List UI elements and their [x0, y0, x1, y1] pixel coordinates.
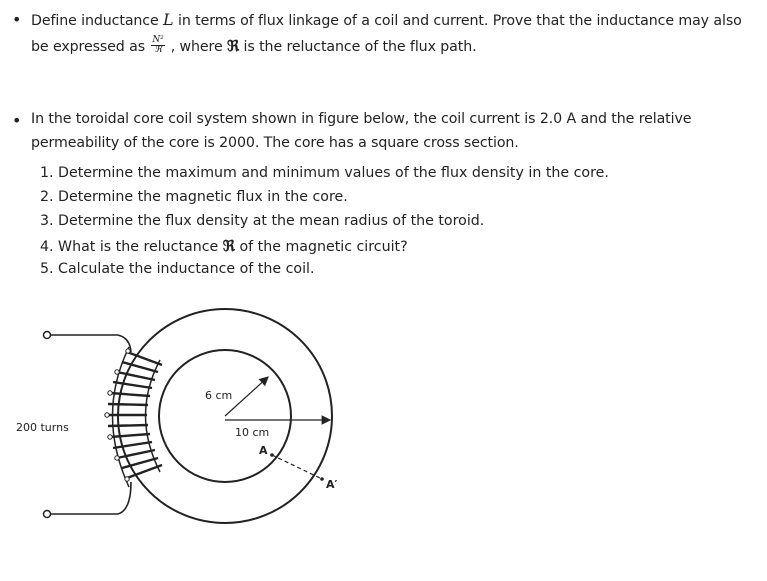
inner-radius-label: 6 cm [205, 389, 233, 402]
reluctance-symbol: ℜ [222, 237, 235, 255]
reluctance-symbol: ℜ [227, 37, 240, 55]
list-item: 5. Calculate the inductance of the coil. [40, 261, 315, 277]
q1-line1-post: in terms of flux linkage of a coil and current. Prove that the inductance may also [173, 13, 742, 29]
list-item: 2. Determine the magnetic flux in the core. [40, 189, 348, 205]
point-a-label: A [259, 444, 268, 457]
point-a-prime-label: A′ [326, 478, 338, 491]
terminal-top [44, 332, 51, 339]
inductance-symbol: L [163, 10, 174, 29]
turns-label: 200 turns [16, 421, 69, 434]
point-a-marker [270, 453, 274, 457]
q1-line2-post: is the reluctance of the flux path. [239, 39, 477, 55]
q1-line1-pre: Define inductance [31, 13, 164, 29]
q2-line-2: permeability of the core is 2000. The core has a square cross section. [31, 135, 519, 151]
list-item: 1. Determine the maximum and minimum values of the flux density in the core. [40, 165, 609, 181]
q1-line2-mid: , where [170, 39, 228, 55]
outer-radius-label: 10 cm [235, 426, 270, 439]
item4-pre: 4. What is the reluctance [40, 239, 223, 255]
terminal-bottom [44, 511, 51, 518]
bullet-q1: • [12, 10, 22, 29]
list-item: 3. Determine the flux density at the mean radius of the toroid. [40, 213, 485, 229]
fraction-numerator: N² [152, 34, 164, 45]
fraction-denominator: ℜ [154, 44, 162, 55]
bullet-q2: • [12, 111, 22, 130]
q1-line2-pre: be expressed as [31, 39, 150, 55]
q2-line-1: In the toroidal core coil system shown in figure below, the coil current is 2.0 A and the relative [31, 111, 692, 127]
item4-post: of the magnetic circuit? [234, 239, 408, 255]
point-a-prime-marker [320, 477, 324, 481]
